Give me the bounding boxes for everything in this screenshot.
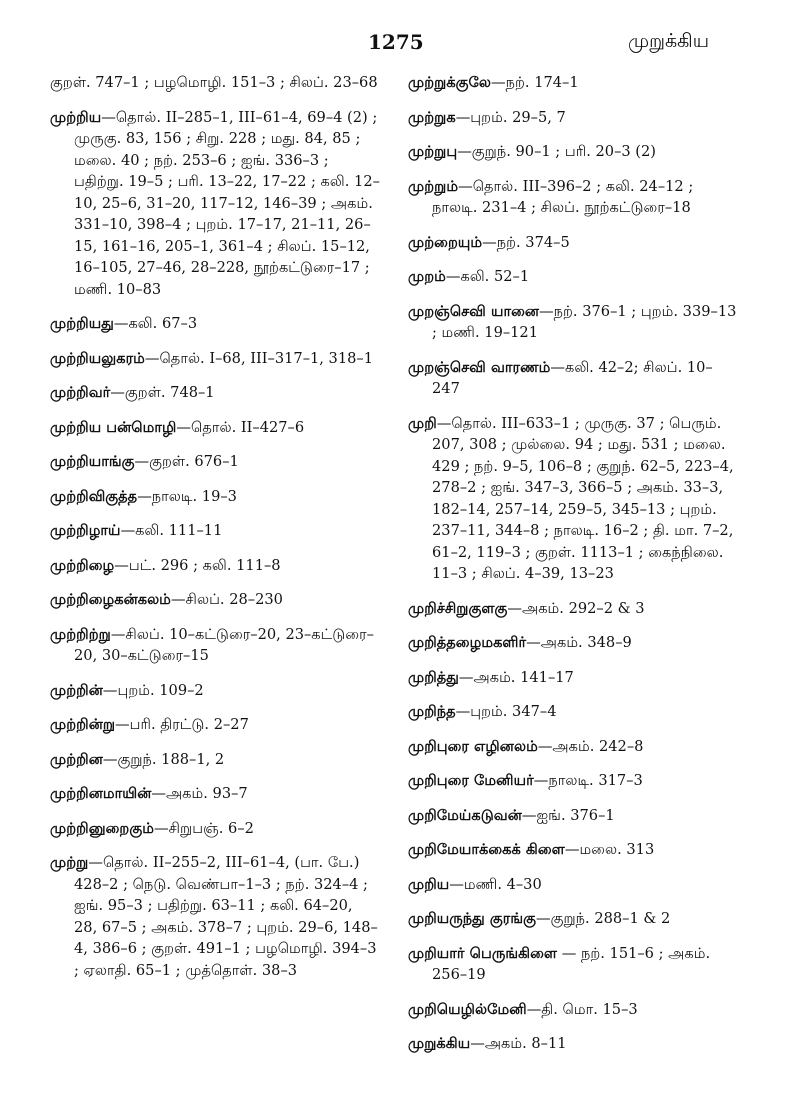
index-entry: முற்றியாங்கு—குறள். 676–1 — [50, 453, 239, 470]
index-entry: முற்றிழைகன்கலம்—சிலப். 28–230 — [50, 591, 283, 608]
headword: முற்றியது — [50, 315, 114, 332]
references: ஐங். 376–1 — [536, 806, 615, 824]
references: சிறுபஞ். 6–2 — [168, 819, 254, 837]
references: நற். 374–5 — [496, 233, 570, 251]
references: தி. மொ. 15–3 — [541, 1000, 638, 1018]
right-column — [408, 72, 738, 1068]
references: பட். 296 ; கலி. 111–8 — [128, 556, 281, 574]
headword: முற்றும் — [408, 177, 459, 195]
index-entry: முற்றின்—புறம். 109–2 — [50, 681, 204, 699]
index-entry: முறிபுரை எழினலம்—அகம். 242–8 — [408, 737, 644, 755]
headword: முற்றிய — [50, 108, 102, 126]
headword: முறிந்த — [408, 703, 456, 720]
index-entry: முற்றியது—கலி. 67–3 — [50, 315, 198, 332]
index-entry: முற்றிய—தொல். II–285–1, III–61–4, 69–4 (2) ; முருகு. 83, 156 ; சிறு. 228 ; மது. 84, 85 ; மலை. 40 ; நற். 253–6 ; ஐங். 336–3 ; பதிற்று. 19–5 ; பரி. 13–22, 17–22 ; கலி. 12–10, 25–6, 31–20, 117–12, 146–39 ; அகம். 331–10, 398–4 ; புறம். 17–17, 21–11, 26–15, 161–16, 205–1, 361–4 ; சிலப். 15–12, 16–105, 27–46, 28–228, நூற்கட்டுரை–17 ; மணி. 10–83 — [50, 108, 380, 298]
headword: முற்றிவிகுத்த — [50, 487, 138, 505]
headword: முறி — [408, 414, 437, 432]
index-entry: முற்றிய பன்மொழி—தொல். II–427–6 — [50, 418, 305, 436]
running-head: முறுக்கிய — [628, 30, 709, 52]
headword: முறிபுரை மேனியர் — [408, 772, 534, 789]
index-entry: முறியெழில்மேனி—தி. மொ. 15–3 — [408, 1000, 638, 1018]
index-entry: முற்றின்று—பரி. திரட்டு. 2–27 — [50, 716, 249, 733]
index-entry: முறிமேய்கடுவன்—ஐங். 376–1 — [408, 806, 615, 824]
headword: முற்றியாங்கு — [50, 453, 135, 470]
index-entry: முற்றினமாயின்—அகம். 93–7 — [50, 785, 248, 802]
references: புறம். 109–2 — [117, 681, 204, 699]
headword: முற்று — [50, 854, 89, 871]
references: குறுந். 188–1, 2 — [117, 750, 225, 768]
index-entry: முற்றிழாய்—கலி. 111–11 — [50, 522, 223, 539]
index-entry: முறிமேயாக்கைக் கிளை—மலை. 313 — [408, 841, 655, 858]
index-entry: முறியருந்து குரங்கு—குறுந். 288–1 & 2 — [408, 910, 671, 927]
headword: முறித்தழைமகளிர் — [408, 634, 527, 651]
headword: முற்றிற்று — [50, 625, 111, 643]
headword: முறிய — [408, 875, 450, 893]
index-entry: முறுக்கிய—அகம். 8–11 — [408, 1035, 567, 1052]
references: பரி. திரட்டு. 2–27 — [129, 716, 249, 733]
references: தொல். I–68, III–317–1, 318–1 — [159, 349, 373, 367]
index-entry: முற்றிற்று—சிலப். 10–கட்டுரை–20, 23–கட்டுரை–20, 30–கட்டுரை–15 — [50, 625, 374, 664]
headword: முறம் — [408, 268, 446, 285]
index-entry: முறித்தழைமகளிர்—அகம். 348–9 — [408, 634, 632, 651]
references: குறள். 676–1 — [149, 453, 239, 470]
references: சிலப். 28–230 — [185, 591, 283, 608]
references: மலை. 313 — [579, 841, 655, 858]
headword: முற்றுபு — [408, 143, 458, 160]
headword: முற்றியலுகரம் — [50, 349, 145, 367]
index-entry: முற்றினுறைகும்—சிறுபஞ். 6–2 — [50, 819, 254, 837]
references: குறள். 748–1 — [124, 384, 215, 401]
headword: முற்றிழைகன்கலம் — [50, 591, 171, 608]
headword: முறஞ்செவி யானை — [408, 302, 540, 320]
index-entry: முற்றிழை—பட். 296 ; கலி. 111–8 — [50, 556, 281, 574]
references: நற். 174–1 — [505, 74, 579, 91]
references: குறுந். 90–1 ; பரி. 20–3 (2) — [471, 143, 656, 160]
references: அகம். 8–11 — [484, 1035, 567, 1052]
references: கலி. 111–11 — [135, 522, 223, 539]
headword: முற்றினமாயின் — [50, 785, 152, 802]
references: குறள். 747–1 ; பழமொழி. 151–3 ; சிலப். 23–68 — [50, 74, 378, 91]
references: நாலடி. 317–3 — [548, 772, 643, 789]
index-entry: முற்றும்—தொல். III–396–2 ; கலி. 24–12 ; நாலடி. 231–4 ; சிலப். நூற்கட்டுரை–18 — [408, 177, 694, 216]
references: அகம். 292–2 & 3 — [522, 599, 645, 617]
page-number: 1275 — [368, 30, 424, 54]
headword: முற்றின — [50, 750, 103, 768]
index-entry: முறி—தொல். III–633–1 ; முருகு. 37 ; பெரும். 207, 308 ; முல்லை. 94 ; மது. 531 ; மலை. 429 ; நற். 9–5, 106–8 ; குறுந். 62–5, 223–4, 278–2 ; ஐங். 347–3, 366–5 ; அகம். 33–3, 182–14, 257–14, 259–5, 345–13 ; புறம். 237–11, 344–8 ; நாலடி. 16–2 ; தி. மா. 7–2, 61–2, 119–3 ; குறள். 1113–1 ; கைந்நிலை. 11–3 ; சிலப். 4–39, 13–23 — [408, 414, 734, 582]
headword: முற்றிய பன்மொழி — [50, 418, 177, 436]
headword: முறிமேய்கடுவன் — [408, 806, 522, 824]
references: புறம். 347–4 — [470, 703, 557, 720]
references: மணி. 4–30 — [463, 875, 542, 893]
index-entry: முறிபுரை மேனியர்—நாலடி. 317–3 — [408, 772, 643, 789]
references: கலி. 67–3 — [128, 315, 198, 332]
index-entry: முற்றிவிகுத்த—நாலடி. 19–3 — [50, 487, 237, 505]
index-entry: முறித்து—அகம். 141–17 — [408, 668, 574, 686]
index-entry: முற்று—தொல். II–255–2, III–61–4, (பா. பே.) 428–2 ; நெடு. வெண்பா–1–3 ; நற். 324–4 ; ஐங். 95–3 ; பதிற்று. 63–11 ; கலி. 64–20, 28, 67–5 ; அகம். 378–7 ; புறம். 29–6, 148–4, 386–6 ; குறள். 491–1 ; பழமொழி. 394–3 ; ஏலாதி. 65–1 ; முத்தொள். 38–3 — [50, 854, 378, 979]
index-entry: முற்றுக—புறம். 29–5, 7 — [408, 108, 566, 126]
references: அகம். 242–8 — [552, 737, 644, 755]
references: தொல். II–255–2, III–61–4, (பா. பே.) 428–2 ; நெடு. வெண்பா–1–3 ; நற். 324–4 ; ஐங். 95–3 ; பதிற்று. 63–11 ; கலி. 64–20, 28, 67–5 ; அகம். 378–7 ; புறம். 29–6, 148–4, 386–6 ; குறள். 491–1 ; பழமொழி. 394–3 ; ஏலாதி. 65–1 ; முத்தொள். 38–3 — [74, 854, 378, 979]
references: கலி. 52–1 — [460, 268, 530, 285]
headword: முற்றிழை — [50, 556, 115, 574]
references: நற். 151–6 ; அகம். 256–19 — [432, 944, 711, 983]
index-entry: முற்றின—குறுந். 188–1, 2 — [50, 750, 225, 768]
references: தொல். III–633–1 ; முருகு. 37 ; பெரும். 207, 308 ; முல்லை. 94 ; மது. 531 ; மலை. 429 ; நற். 9–5, 106–8 ; குறுந். 62–5, 223–4, 278–2 ; ஐங். 347–3, 366–5 ; அகம். 33–3, 182–14, 257–14, 259–5, 345–13 ; புறம். 237–11, 344–8 ; நாலடி. 16–2 ; தி. மா. 7–2, 61–2, 119–3 ; குறள். 1113–1 ; கைந்நிலை. 11–3 ; சிலப். 4–39, 13–23 — [432, 414, 734, 582]
headword: முற்றின்று — [50, 716, 116, 733]
headword: முறித்து — [408, 668, 459, 686]
headword: முறிபுரை எழினலம் — [408, 737, 538, 755]
references: அகம். 141–17 — [473, 668, 574, 686]
headword: முற்றையும் — [408, 233, 483, 251]
references: அகம். 348–9 — [540, 634, 632, 651]
headword: முற்றிழாய் — [50, 522, 121, 539]
references: புறம். 29–5, 7 — [470, 108, 566, 126]
references: தொல். II–285–1, III–61–4, 69–4 (2) ; முருகு. 83, 156 ; சிறு. 228 ; மது. 84, 85 ; மலை. 40 ; நற். 253–6 ; ஐங். 336–3 ; பதிற்று. 19–5 ; பரி. 13–22, 17–22 ; கலி. 12–10, 25–6, 31–20, 117–12, 146–39 ; அகம். 331–10, 398–4 ; புறம். 17–17, 21–11, 26–15, 161–16, 205–1, 361–4 ; சிலப். 15–12, 16–105, 27–46, 28–228, நூற்கட்டுரை–17 ; மணி. 10–83 — [74, 108, 380, 298]
index-entry — [50, 72, 380, 94]
references: தொல். III–396–2 ; கலி. 24–12 ; நாலடி. 231–4 ; சிலப். நூற்கட்டுரை–18 — [432, 177, 694, 216]
index-entry: முறம்—கலி. 52–1 — [408, 268, 530, 285]
headword: முறியருந்து குரங்கு — [408, 910, 536, 927]
references: கலி. 42–2; சிலப். 10–247 — [432, 358, 713, 397]
index-entry: முற்றுக்குலே—நற். 174–1 — [408, 74, 579, 91]
index-entry: முற்றையும்—நற். 374–5 — [408, 233, 570, 251]
index-entry: முற்றியலுகரம்—தொல். I–68, III–317–1, 318–1 — [50, 349, 373, 367]
references: சிலப். 10–கட்டுரை–20, 23–கட்டுரை–20, 30–கட்டுரை–15 — [74, 625, 374, 664]
index-entry: முறிச்சிறுகுளகு—அகம். 292–2 & 3 — [408, 599, 645, 617]
index-entry: முற்றிவர்—குறள். 748–1 — [50, 384, 215, 401]
references: குறுந். 288–1 & 2 — [550, 910, 671, 927]
headword: முறியெழில்மேனி — [408, 1000, 527, 1018]
headword: முறியார் பெருங்கிளை — [408, 944, 558, 962]
index-entry: முறிய—மணி. 4–30 — [408, 875, 542, 893]
headword: முறிச்சிறுகுளகு — [408, 599, 508, 617]
index-entry: முறஞ்செவி யானை—நற். 376–1 ; புறம். 339–13 ; மணி. 19–121 — [408, 302, 737, 341]
references: நற். 376–1 ; புறம். 339–13 ; மணி. 19–121 — [432, 302, 737, 341]
references: தொல். II–427–6 — [191, 418, 305, 436]
headword: முறஞ்செவி வாரணம் — [408, 358, 551, 376]
references: நாலடி. 19–3 — [151, 487, 237, 505]
index-entry: முறியார் பெருங்கிளை — நற். 151–6 ; அகம். 256–19 — [408, 944, 711, 983]
index-entry: முறஞ்செவி வாரணம்—கலி. 42–2; சிலப். 10–247 — [408, 358, 713, 397]
headword: முறுக்கிய — [408, 1035, 471, 1052]
headword: முற்றின் — [50, 681, 103, 699]
index-entry: முற்றுபு—குறுந். 90–1 ; பரி. 20–3 (2) — [408, 143, 656, 160]
left-column — [50, 72, 380, 994]
index-entry: முறிந்த—புறம். 347–4 — [408, 703, 557, 720]
headword: முற்றினுறைகும் — [50, 819, 154, 837]
headword: முறிமேயாக்கைக் கிளை — [408, 841, 565, 858]
references: அகம். 93–7 — [165, 785, 248, 802]
headword: முற்றிவர் — [50, 384, 111, 401]
headword: முற்றுக்குலே — [408, 74, 492, 91]
headword: முற்றுக — [408, 108, 456, 126]
